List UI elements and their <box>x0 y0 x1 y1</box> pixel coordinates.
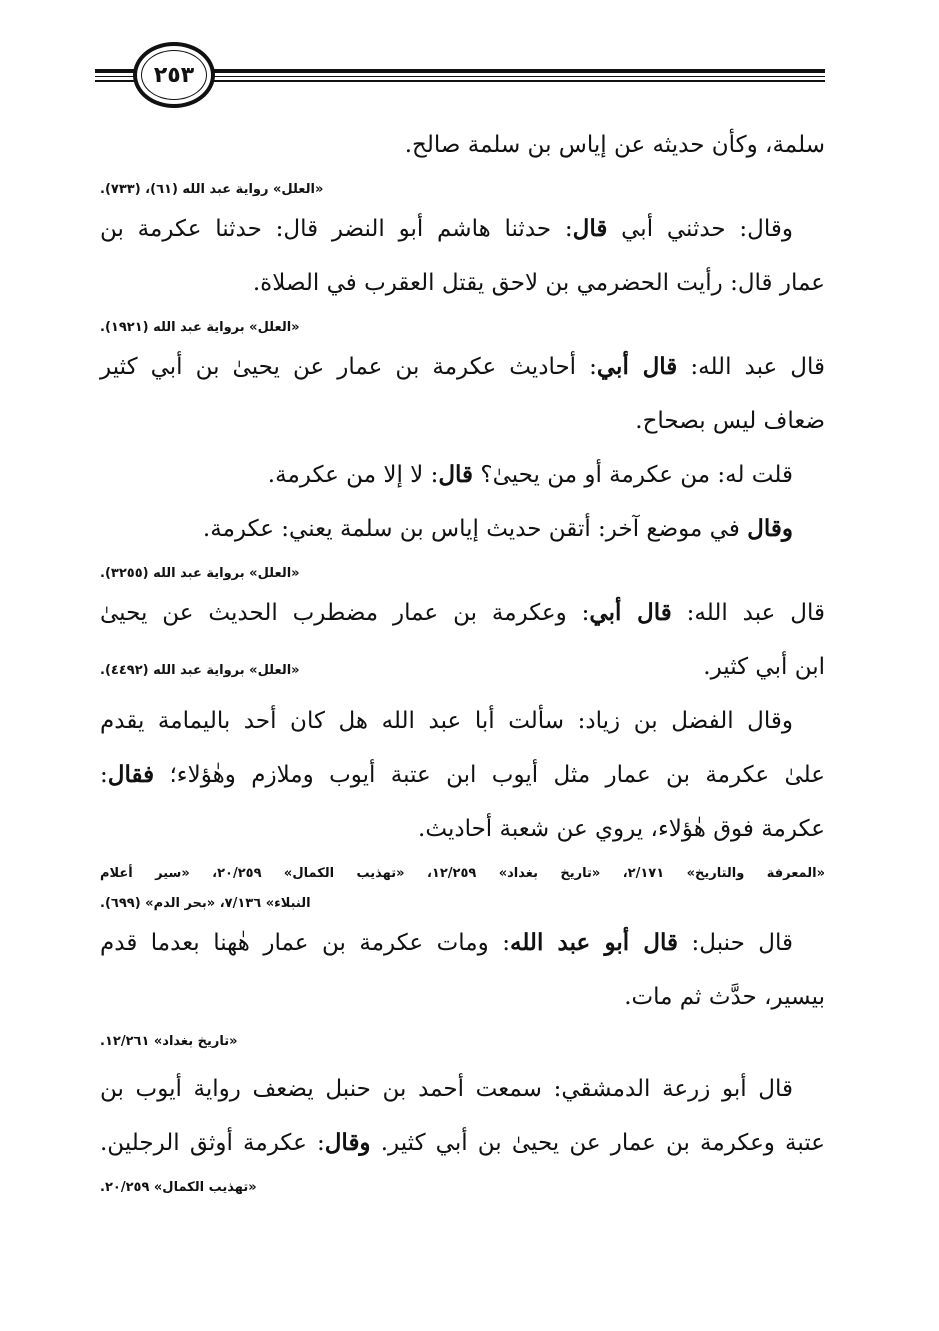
text-line <box>100 210 825 264</box>
text-span: في موضع آخر: أتقن حديث إياس بن سلمة يعني: عكرمة. <box>202 516 748 542</box>
text-line <box>100 126 825 180</box>
bold-term: وقال <box>747 515 793 542</box>
bold-term: فقال <box>107 761 155 788</box>
bold-term: وقال <box>324 1129 371 1156</box>
source-citation: النبلاء» ٧/١٣٦، «بحر الدم» (٦٩٩). <box>100 896 311 911</box>
page-header <box>95 42 825 112</box>
text-span: وقال الفضل بن زياد: سألت أبا عبد الله هل كان أحد باليمامة يقدم <box>100 708 793 734</box>
source-citation: «العلل» رواية عبد الله (٦١)، (٧٣٣). <box>100 182 324 197</box>
text-span: قلت له: من عكرمة أو من يحيىٰ؟ <box>473 462 793 488</box>
text-span: ضعاف ليس بصحاح. <box>635 408 825 434</box>
text-span: سلمة، وكأن حديثه عن إياس بن سلمة صالح. <box>404 132 825 158</box>
text-span: قال عبد الله: <box>671 600 825 626</box>
text-line <box>100 264 825 318</box>
text-line <box>100 978 825 1032</box>
text-span: قال عبد الله: <box>677 354 826 380</box>
text-span: قال حنبل: <box>678 930 793 956</box>
source-citation: «العلل» برواية عبد الله (١٩٢١). <box>100 320 300 335</box>
bold-term: قال أبي <box>596 353 678 380</box>
text-span: بيسير، حدَّث ثم مات. <box>624 984 825 1010</box>
text-line <box>100 594 825 648</box>
source-citation: «المعرفة والتاريخ» ٢/١٧١، «تاريخ بغداد» ١٢/٢٥٩، «تهذيب الكمال» ٢٠/٢٥٩، «سير أعلام <box>100 866 825 881</box>
text-span: : عكرمة أوثق الرجلين. <box>100 1130 325 1156</box>
text-span: : <box>100 762 108 788</box>
source-citation: «العلل» برواية عبد الله (٣٢٥٥). <box>100 566 300 581</box>
spacer <box>100 1062 825 1070</box>
bold-term: قال أبي <box>589 599 672 626</box>
text-line <box>100 648 825 702</box>
text-line <box>100 456 825 510</box>
text-span: علىٰ عكرمة بن عمار مثل أيوب ابن عتبة أيوب وملازم وهٰؤلاء؛ <box>154 762 825 788</box>
text-line <box>100 756 825 810</box>
main-text <box>100 126 825 1208</box>
text-line <box>100 1124 825 1178</box>
text-span: : حدثنا هاشم أبو النضر قال: حدثنا عكرمة بن <box>100 216 573 242</box>
text-span: قال أبو زرعة الدمشقي: سمعت أحمد بن حنبل يضعف رواية أيوب بن <box>100 1076 793 1102</box>
text-span: عتبة وعكرمة بن عمار عن يحيىٰ بن أبي كثير. <box>370 1130 825 1156</box>
text-line <box>100 402 825 456</box>
bold-term: قال <box>438 461 474 488</box>
source-citation: «تاريخ بغداد» ١٢/٢٦١. <box>100 1034 238 1049</box>
text-span: عمار قال: رأيت الحضرمي بن لاحق يقتل العقرب في الصلاة. <box>252 270 825 296</box>
page-number-badge <box>133 42 215 108</box>
page-number: ٢٥٣ <box>153 62 195 88</box>
text-line <box>100 510 825 564</box>
text-span: عكرمة فوق هٰؤلاء، يروي عن شعبة أحاديث. <box>418 816 825 842</box>
text-span: وقال: حدثني أبي <box>607 216 793 242</box>
text-line <box>100 348 825 402</box>
text-span: ابن أبي كثير. <box>703 654 825 680</box>
text-span: : وعكرمة بن عمار مضطرب الحديث عن يحيىٰ <box>100 600 590 626</box>
text-span: : أحاديث عكرمة بن عمار عن يحيىٰ بن أبي كثير <box>100 354 597 380</box>
text-line <box>100 1070 825 1124</box>
text-span: : ومات عكرمة بن عمار هٰهنا بعدما قدم <box>100 930 510 956</box>
bold-term: قال أبو عبد الله <box>509 929 679 956</box>
text-line <box>100 810 825 864</box>
source-citation: «تهذيب الكمال» ٢٠/٢٥٩. <box>100 1180 257 1195</box>
text-line <box>100 702 825 756</box>
source-citation: «العلل» برواية عبد الله (٤٤٩٢). <box>100 663 300 678</box>
bold-term: قال <box>572 215 608 242</box>
text-span: : لا إلا من عكرمة. <box>267 462 439 488</box>
text-line <box>100 924 825 978</box>
